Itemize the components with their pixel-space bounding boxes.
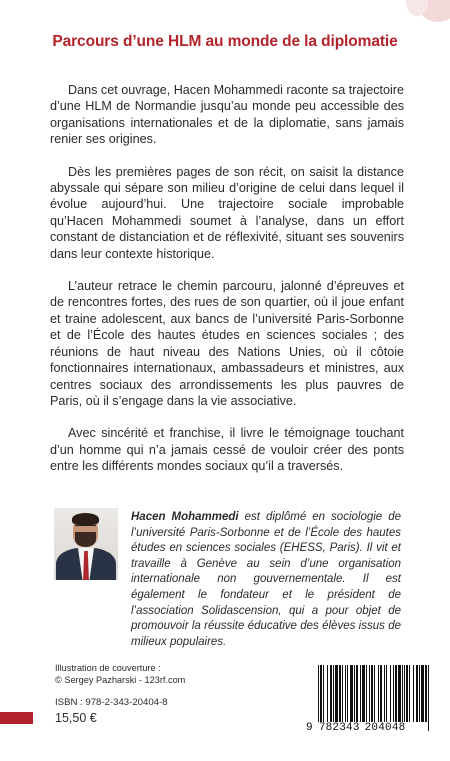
summary-paragraph: Dès les premières pages de son récit, on saisit la distance abyssale qui sépare son milieu d’origine de celui dans lequel il évolue aujourd’hui. Une trajectoire sociale improbable qu’Hacen Mohammedi soumet à l’analyse, dans un effort constant de distanciation et de réflexivité, situant ses souvenirs dans leur contexte historique.	[50, 164, 404, 261]
barcode-bar	[421, 665, 424, 722]
barcode-bar	[327, 665, 328, 722]
barcode-bar	[323, 665, 324, 722]
barcode-bar	[335, 665, 338, 722]
summary-paragraph: L’auteur retrace le chemin parcouru, jalonné d’épreuves et de rencontres fortes, des rues de son quartier, où il joue enfant et traine adolescent, aux bancs de l’université Paris-Sorbonne et de l’École des hautes études en sciences sociales ; des réunions de haut niveau des Nations Unies, où il côtoie fonctionnaires internationaux, ambassadeurs et ministres, aux centres sociaux des arrondissements les plus pauvres de Paris, où il s’engage dans la vie associative.	[50, 279, 404, 408]
isbn: ISBN : 978-2-343-20404-8	[55, 697, 168, 708]
barcode-bar	[404, 665, 405, 722]
barcode-bar	[390, 665, 391, 722]
author-photo	[54, 508, 118, 580]
barcode-bar	[350, 665, 353, 722]
barcode-bar	[425, 665, 427, 722]
barcode-bar	[384, 665, 385, 722]
barcode-bar	[360, 665, 361, 722]
barcode-bar	[398, 665, 401, 722]
accent-tab	[0, 712, 33, 724]
book-title: Parcours d’une HLM au monde de la diplomatie	[52, 33, 398, 50]
barcode-bar	[406, 665, 408, 722]
barcode-bar	[366, 665, 367, 722]
cover-credits	[55, 663, 185, 687]
barcode-bar	[347, 665, 348, 722]
barcode-bar	[395, 665, 397, 722]
barcode-bar	[339, 665, 341, 722]
barcode-bar	[419, 665, 420, 722]
barcode-bar	[416, 665, 418, 722]
barcode-digits	[306, 722, 430, 736]
barcode-bar	[380, 665, 382, 722]
barcode-first-digit: 9	[306, 722, 313, 734]
summary-paragraph: Dans cet ouvrage, Hacen Mohammedi raconte sa trajectoire d’une HLM de Normandie jusqu’au monde peu accessible des organisations internationales et de la diplomatie, sans jamais renier ses origines.	[50, 83, 404, 147]
barcode-bar	[333, 665, 334, 722]
price: 15,50 €	[55, 711, 97, 725]
barcode-bar	[378, 665, 379, 722]
author-name: Hacen Mohammedi	[131, 511, 239, 523]
barcode-bar	[330, 665, 332, 722]
barcode-bar	[413, 665, 414, 722]
back-cover-summary	[50, 82, 404, 491]
credits-label: Illustration de couverture :	[55, 663, 161, 673]
barcode-group-right: 204048	[364, 722, 406, 734]
barcode-bar	[354, 665, 355, 722]
barcode-bar	[386, 665, 387, 722]
barcode-bar	[362, 665, 365, 722]
barcode-bar	[369, 665, 370, 722]
summary-paragraph: Avec sincérité et franchise, il livre le témoignage touchant d’un homme qui n’a jamais cessé de vouloir créer des ponts entre les différents mondes sociaux qu’il a traversés.	[50, 426, 404, 474]
barcode-group-left: 782343	[318, 722, 360, 734]
barcode-bar	[356, 665, 358, 722]
author-bio-text: est diplômé en sociologie de l’université Paris-Sorbonne et de l’École des hautes études en sciences sociales (EHESS, Paris). Il vit et travaille à Genève au sein d’une organisation internationale non gouvernementale. Il est également le fondateur et le président de l’association Solidascension, qui a pour objet de promouvoir la réussite éducative des élèves issus de milieux populaires.	[131, 511, 401, 648]
author-bio	[131, 510, 401, 650]
barcode-bar	[371, 665, 373, 722]
barcode-bar	[402, 665, 403, 722]
corner-decoration	[390, 0, 450, 36]
barcode-bar	[345, 665, 346, 722]
barcode-bar	[409, 665, 410, 722]
barcode-bar	[342, 665, 343, 722]
credits-author: © Sergey Pazharski - 123rf.com	[55, 674, 186, 685]
barcode-bar	[393, 665, 394, 722]
